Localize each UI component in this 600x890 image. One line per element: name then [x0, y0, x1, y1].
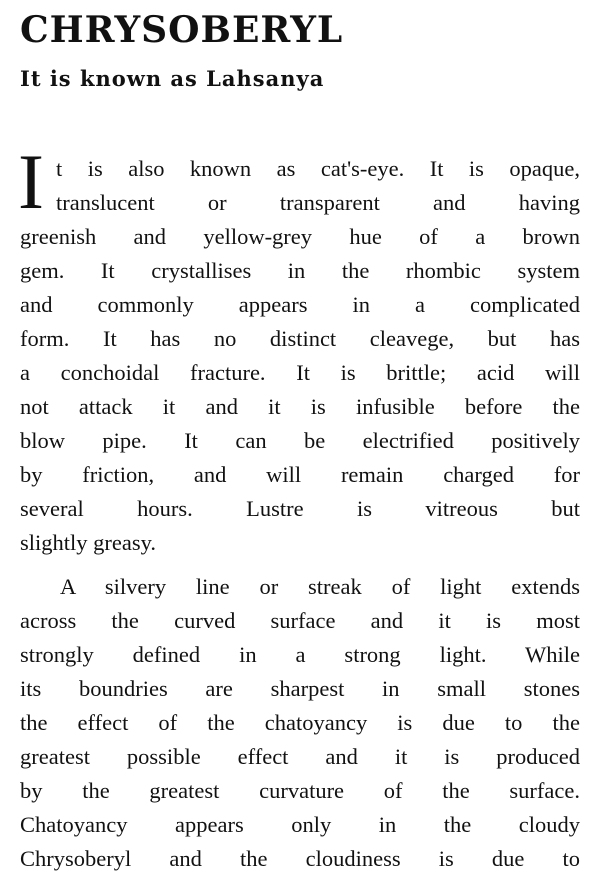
text-line: several hours. Lustre is vitreous but: [20, 496, 580, 521]
text-line: across the curved surface and it is most: [20, 608, 580, 633]
text-line: blow pipe. It can be electrified positively: [20, 428, 580, 453]
text-line: Chatoyancy appears only in the cloudy: [20, 812, 580, 837]
text-line: the effect of the chatoyancy is due to the: [20, 710, 580, 735]
text-line: not attack it and it is infusible before the: [20, 394, 580, 419]
text-line: a conchoidal fracture. It is brittle; acid will: [20, 360, 580, 385]
text-line: and commonly appears in a complicated: [20, 292, 580, 317]
page-title: CHRYSOBERYL: [20, 9, 344, 51]
text-line: its boundries are sharpest in small stones: [20, 676, 580, 701]
text-line: t is also known as cat's-eye. It is opaque,: [56, 156, 580, 181]
text-line: translucent or transparent and having: [56, 190, 580, 215]
text-line: form. It has no distinct cleavege, but has: [20, 326, 580, 351]
text-line: A silvery line or streak of light extends: [60, 574, 580, 599]
text-line: greatest possible effect and it is produced: [20, 744, 580, 769]
page-subtitle: It is known as Lahsanya: [20, 66, 325, 91]
text-line: slightly greasy.: [20, 530, 157, 555]
text-line: strongly defined in a strong light. While: [20, 642, 580, 667]
text-line: gem. It crystallises in the rhombic system: [20, 258, 580, 283]
text-line: by the greatest curvature of the surface.: [20, 778, 580, 803]
text-line: greenish and yellow-grey hue of a brown: [20, 224, 580, 249]
text-line: Chrysoberyl and the cloudiness is due to: [20, 846, 580, 871]
text-line: by friction, and will remain charged for: [20, 462, 580, 487]
drop-cap: I: [18, 138, 44, 225]
